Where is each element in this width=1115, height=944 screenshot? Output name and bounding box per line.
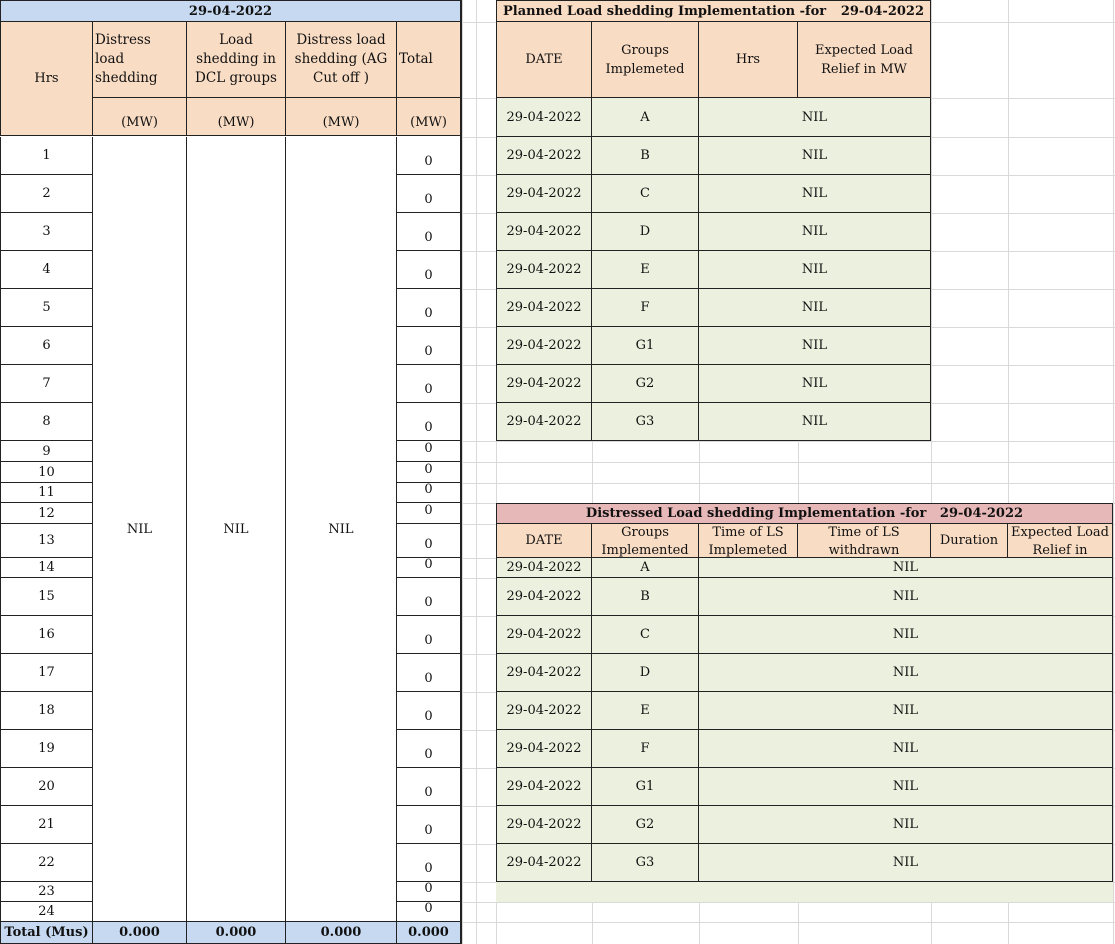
planned-date-cell: 29-04-2022	[496, 175, 592, 213]
distressed-date-cell: 29-04-2022	[496, 578, 592, 616]
table-border	[460, 0, 462, 944]
hour-cell: 1	[0, 137, 93, 175]
hour-cell: 10	[0, 462, 93, 483]
hour-total-cell: 0	[397, 616, 461, 654]
planned-group-cell: A	[592, 98, 699, 137]
distressed-header-2: Groups Implemented	[592, 524, 699, 558]
planned-title-date: 29-04-2022	[840, 3, 924, 19]
gridline	[462, 922, 1115, 923]
hour-total-cell: 0	[397, 289, 461, 327]
planned-title	[496, 0, 931, 22]
hour-cell: 12	[0, 503, 93, 524]
hour-total-cell: 0	[397, 327, 461, 365]
hour-cell: 7	[0, 365, 93, 403]
planned-nil-cell: NIL	[699, 289, 931, 327]
distressed-group-cell: G1	[592, 768, 699, 806]
planned-header-1: DATE	[496, 22, 592, 98]
distressed-nil-cell: NIL	[699, 654, 1113, 692]
distressed-group-cell: E	[592, 692, 699, 730]
planned-nil-cell: NIL	[699, 365, 931, 403]
distressed-date-cell: 29-04-2022	[496, 730, 592, 768]
hour-cell: 13	[0, 524, 93, 558]
hour-total-cell: 0	[397, 730, 461, 768]
left-date-header: 29-04-2022	[0, 0, 461, 22]
hour-cell: 16	[0, 616, 93, 654]
hour-total-cell: 0	[397, 441, 461, 462]
hour-total-cell: 0	[397, 251, 461, 289]
distressed-nil-cell: NIL	[699, 768, 1113, 806]
column-header-1: Distress load shedding	[93, 22, 187, 98]
hour-total-cell: 0	[397, 882, 461, 902]
hour-cell: 21	[0, 806, 93, 844]
planned-date-cell: 29-04-2022	[496, 403, 592, 441]
planned-header-3: Hrs	[699, 22, 798, 98]
hour-total-cell: 0	[397, 844, 461, 882]
distressed-group-cell: C	[592, 616, 699, 654]
planned-date-cell: 29-04-2022	[496, 289, 592, 327]
distressed-header-4: Time of LS withdrawn	[798, 524, 931, 558]
gridline	[462, 902, 1115, 903]
planned-group-cell: G3	[592, 403, 699, 441]
distressed-empty-row	[496, 882, 1113, 902]
total-mus-value: 0.000	[397, 922, 461, 944]
planned-nil-cell: NIL	[699, 98, 931, 137]
planned-group-cell: B	[592, 137, 699, 175]
column-header-4: Total	[397, 22, 461, 98]
distressed-nil-cell: NIL	[699, 806, 1113, 844]
unit-label: (MW)	[397, 98, 461, 136]
total-mus-value: 0.000	[286, 922, 397, 944]
distressed-date-cell: 29-04-2022	[496, 654, 592, 692]
planned-date-cell: 29-04-2022	[496, 137, 592, 175]
distressed-group-cell: A	[592, 558, 699, 578]
distressed-nil-cell: NIL	[699, 844, 1113, 882]
distressed-title-text: Distressed Load shedding Implementation -for	[585, 506, 940, 521]
unit-label: (MW)	[286, 98, 397, 136]
gridline	[462, 0, 463, 944]
planned-date-cell: 29-04-2022	[496, 365, 592, 403]
unit-label: (MW)	[93, 98, 187, 136]
distressed-title	[496, 503, 1113, 524]
hour-cell: 23	[0, 882, 93, 902]
nil-merged-cell: NIL	[187, 137, 286, 922]
distressed-header-1: DATE	[496, 524, 592, 558]
hour-total-cell: 0	[397, 524, 461, 558]
hour-total-cell: 0	[397, 558, 461, 578]
hour-total-cell: 0	[397, 768, 461, 806]
hour-total-cell: 0	[397, 806, 461, 844]
planned-date-cell: 29-04-2022	[496, 213, 592, 251]
nil-merged-cell: NIL	[93, 137, 187, 922]
hour-cell: 19	[0, 730, 93, 768]
hour-cell: 20	[0, 768, 93, 806]
distressed-group-cell: D	[592, 654, 699, 692]
distressed-nil-cell: NIL	[699, 578, 1113, 616]
hour-cell: 6	[0, 327, 93, 365]
distressed-title-date: 29-04-2022	[939, 506, 1024, 521]
planned-nil-cell: NIL	[699, 175, 931, 213]
total-mus-value: 0.000	[187, 922, 286, 944]
distressed-group-cell: G2	[592, 806, 699, 844]
planned-date-cell: 29-04-2022	[496, 251, 592, 289]
hour-cell: 14	[0, 558, 93, 578]
distressed-group-cell: B	[592, 578, 699, 616]
hour-total-cell: 0	[397, 503, 461, 524]
distressed-header-6: Expected Load Relief in	[1008, 524, 1113, 558]
planned-group-cell: G2	[592, 365, 699, 403]
hour-total-cell: 0	[397, 213, 461, 251]
total-mus-value: 0.000	[93, 922, 187, 944]
hour-cell: 18	[0, 692, 93, 730]
planned-nil-cell: NIL	[699, 403, 931, 441]
planned-date-cell: 29-04-2022	[496, 98, 592, 137]
hour-total-cell: 0	[397, 175, 461, 213]
hour-total-cell: 0	[397, 654, 461, 692]
hour-total-cell: 0	[397, 692, 461, 730]
hour-cell: 11	[0, 483, 93, 503]
gridline	[462, 462, 1115, 463]
planned-group-cell: G1	[592, 327, 699, 365]
hour-total-cell: 0	[397, 137, 461, 175]
planned-title-text: Planned Load shedding Implementation -for	[503, 3, 827, 19]
hour-total-cell: 0	[397, 403, 461, 441]
distressed-nil-cell: NIL	[699, 558, 1113, 578]
distressed-date-cell: 29-04-2022	[496, 616, 592, 654]
distressed-date-cell: 29-04-2022	[496, 558, 592, 578]
planned-nil-cell: NIL	[699, 327, 931, 365]
hour-cell: 24	[0, 902, 93, 922]
hour-cell: 17	[0, 654, 93, 692]
distressed-nil-cell: NIL	[699, 692, 1113, 730]
hour-total-cell: 0	[397, 483, 461, 503]
hour-total-cell: 0	[397, 462, 461, 483]
planned-nil-cell: NIL	[699, 137, 931, 175]
distressed-header-5: Duration	[931, 524, 1008, 558]
hour-cell: 8	[0, 403, 93, 441]
hour-total-cell: 0	[397, 902, 461, 922]
total-mus-label: Total (Mus)	[0, 922, 93, 944]
distressed-date-cell: 29-04-2022	[496, 844, 592, 882]
distressed-date-cell: 29-04-2022	[496, 806, 592, 844]
gridline	[476, 0, 477, 944]
distressed-date-cell: 29-04-2022	[496, 768, 592, 806]
planned-nil-cell: NIL	[699, 213, 931, 251]
planned-nil-cell: NIL	[699, 251, 931, 289]
hour-total-cell: 0	[397, 365, 461, 403]
hrs-header: Hrs	[0, 22, 93, 136]
distressed-date-cell: 29-04-2022	[496, 692, 592, 730]
planned-header-4: Expected Load Relief in MW	[798, 22, 931, 98]
distressed-nil-cell: NIL	[699, 730, 1113, 768]
planned-group-cell: E	[592, 251, 699, 289]
column-header-2: Load shedding in DCL groups	[187, 22, 286, 98]
nil-merged-cell: NIL	[286, 137, 397, 922]
gridline	[1113, 0, 1114, 944]
hour-cell: 4	[0, 251, 93, 289]
hour-cell: 5	[0, 289, 93, 327]
planned-group-cell: F	[592, 289, 699, 327]
hour-total-cell: 0	[397, 578, 461, 616]
hour-cell: 2	[0, 175, 93, 213]
planned-group-cell: D	[592, 213, 699, 251]
planned-header-2: Groups Implemeted	[592, 22, 699, 98]
distressed-header-3: Time of LS Implemeted	[699, 524, 798, 558]
gridline	[462, 483, 1115, 484]
column-header-3: Distress load shedding (AG Cut off )	[286, 22, 397, 98]
unit-label: (MW)	[187, 98, 286, 136]
distressed-group-cell: G3	[592, 844, 699, 882]
hour-cell: 22	[0, 844, 93, 882]
hour-cell: 3	[0, 213, 93, 251]
distressed-group-cell: F	[592, 730, 699, 768]
hour-cell: 9	[0, 441, 93, 462]
hour-cell: 15	[0, 578, 93, 616]
gridline	[462, 441, 1115, 442]
distressed-nil-cell: NIL	[699, 616, 1113, 654]
planned-group-cell: C	[592, 175, 699, 213]
planned-date-cell: 29-04-2022	[496, 327, 592, 365]
